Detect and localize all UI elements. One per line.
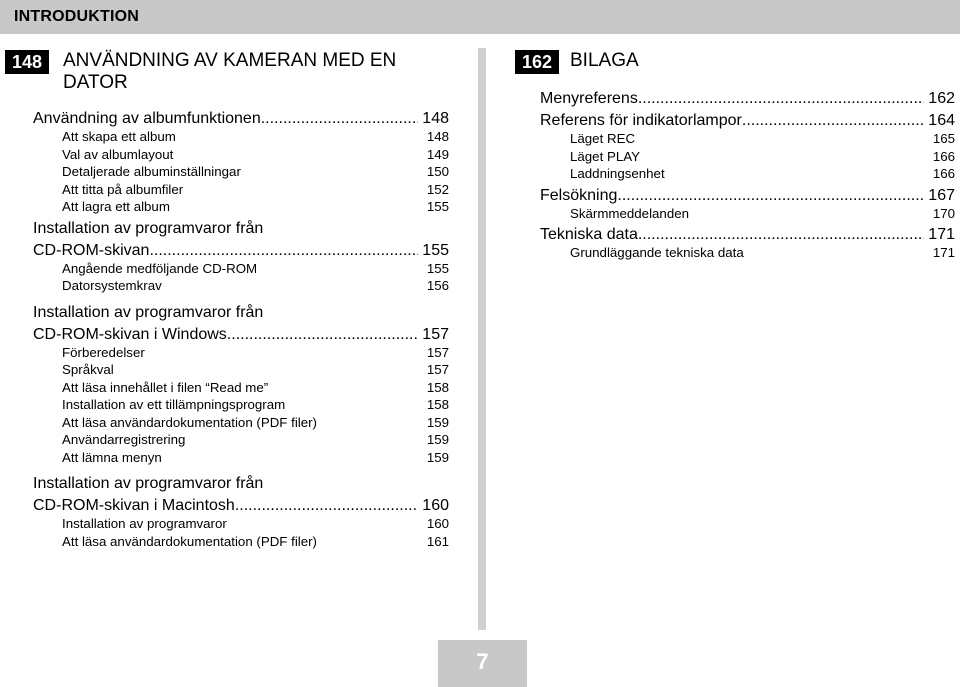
toc-subentry-label: Installation av programvaror bbox=[62, 516, 227, 531]
toc-entry[interactable] bbox=[505, 112, 960, 130]
toc-subentry-label: Förberedelser bbox=[62, 344, 145, 360]
toc-entry-page: 148 bbox=[422, 110, 449, 127]
section-title: BILAGA bbox=[570, 50, 639, 71]
toc-entry-label: CD-ROM-skivan i Macintosh bbox=[33, 497, 235, 514]
toc-subentry-page: 159 bbox=[426, 432, 449, 447]
toc-subentry[interactable] bbox=[0, 431, 462, 449]
toc-entries bbox=[0, 110, 462, 550]
toc-subentry-page: 158 bbox=[426, 379, 449, 395]
toc-subentry-page: 158 bbox=[426, 397, 449, 412]
toc-subentry[interactable] bbox=[505, 130, 960, 148]
chapter-title: INTRODUKTION bbox=[14, 8, 140, 25]
toc-subentry[interactable] bbox=[0, 260, 462, 278]
toc-subentry-label: Grundläggande tekniska data bbox=[570, 245, 744, 260]
toc-subentry[interactable] bbox=[0, 163, 462, 181]
toc-entry[interactable] bbox=[505, 187, 960, 205]
toc-entry-label: Referens för indikatorlampor bbox=[540, 112, 742, 129]
header-bar bbox=[0, 0, 960, 34]
toc-subentry-page: 166 bbox=[932, 148, 955, 164]
toc-subentry[interactable] bbox=[0, 181, 462, 199]
toc-subentry-page: 155 bbox=[426, 260, 449, 276]
toc-subentry[interactable] bbox=[0, 414, 462, 432]
toc-subentry-page: 152 bbox=[426, 181, 449, 197]
toc-entry-line[interactable]: Installation av programvaror från bbox=[33, 219, 264, 237]
toc-subentry-label: Installation av ett tillämpningsprogram bbox=[62, 397, 286, 412]
section-title: ANVÄNDNING AV KAMERAN MED EN DATOR bbox=[63, 50, 397, 93]
toc-subentry-label: Användarregistrering bbox=[62, 432, 186, 447]
page-number-box bbox=[438, 640, 527, 687]
toc-subentry-page: 150 bbox=[426, 164, 449, 179]
toc-subentry-label: Att läsa användardokumentation (PDF filer) bbox=[62, 414, 317, 430]
toc-entry-label: Tekniska data bbox=[540, 226, 638, 243]
toc-entry-label: CD-ROM-skivan bbox=[33, 241, 150, 259]
toc-subentry-page: 165 bbox=[932, 131, 955, 146]
toc-subentry-page: 170 bbox=[932, 205, 955, 221]
toc-subentry-label: Att läsa användardokumentation (PDF filer) bbox=[62, 533, 317, 549]
toc-subentry-label: Läget REC bbox=[570, 131, 636, 146]
toc-entry[interactable] bbox=[0, 497, 462, 515]
section-number: 148 bbox=[5, 50, 49, 74]
toc-subentry[interactable] bbox=[0, 533, 462, 551]
toc-subentry-label: Språkval bbox=[62, 362, 114, 377]
toc-subentry-page: 156 bbox=[426, 278, 449, 293]
toc-subentry-page: 159 bbox=[426, 414, 449, 430]
toc-subentry-page: 159 bbox=[426, 449, 449, 465]
toc-entry-line[interactable]: Installation av programvaror från bbox=[33, 303, 264, 321]
toc-entry[interactable] bbox=[0, 242, 462, 260]
toc-subentry-label: Laddningsenhet bbox=[570, 166, 665, 181]
toc-subentry-page: 161 bbox=[426, 533, 449, 549]
toc-subentry[interactable] bbox=[0, 379, 462, 397]
toc-subentry[interactable] bbox=[505, 148, 960, 166]
toc-subentry[interactable] bbox=[0, 146, 462, 164]
toc-entry[interactable] bbox=[0, 110, 462, 128]
toc-subentry-label: Angående medföljande CD-ROM bbox=[62, 260, 258, 276]
toc-subentry[interactable] bbox=[0, 277, 462, 295]
toc-subentry-label: Att läsa innehållet i filen “Read me” bbox=[62, 379, 269, 395]
section-number: 162 bbox=[515, 50, 559, 74]
toc-subentry-page: 149 bbox=[426, 146, 449, 162]
toc-entry-page: 164 bbox=[928, 112, 955, 129]
toc-subentry[interactable] bbox=[0, 449, 462, 467]
toc-entry[interactable] bbox=[0, 326, 462, 344]
toc-subentry-page: 157 bbox=[426, 344, 449, 360]
toc-entry[interactable] bbox=[505, 90, 960, 108]
toc-entry-label: CD-ROM-skivan i Windows bbox=[33, 325, 227, 343]
toc-subentry[interactable] bbox=[0, 515, 462, 533]
toc-entry-page: 171 bbox=[928, 226, 955, 243]
toc-subentry-label: Detaljerade albuminställningar bbox=[62, 164, 241, 179]
toc-subentry-page: 157 bbox=[426, 362, 449, 377]
toc-subentry[interactable] bbox=[0, 198, 462, 216]
toc-subentry-page: 155 bbox=[426, 199, 449, 214]
toc-subentry-label: Val av albumlayout bbox=[62, 146, 174, 162]
leader-dots bbox=[742, 112, 924, 130]
toc-entry[interactable] bbox=[505, 226, 960, 244]
toc-entry-label: Menyreferens bbox=[540, 90, 638, 107]
toc-subentry-page: 171 bbox=[932, 245, 955, 260]
toc-subentry-page: 148 bbox=[426, 129, 449, 144]
leader-dots bbox=[235, 497, 418, 515]
column-divider bbox=[478, 48, 486, 630]
toc-subentry-label: Skärmmeddelanden bbox=[570, 205, 690, 221]
toc-entry-label: Felsökning bbox=[540, 186, 618, 204]
toc-subentry[interactable] bbox=[505, 165, 960, 183]
toc-entry-page: 162 bbox=[928, 90, 955, 107]
toc-entry-line[interactable]: Installation av programvaror från bbox=[33, 475, 264, 492]
leader-dots bbox=[638, 226, 924, 244]
toc-subentry[interactable] bbox=[505, 244, 960, 262]
toc-subentry[interactable] bbox=[0, 344, 462, 362]
toc-subentry-label: Att lämna menyn bbox=[62, 449, 162, 465]
toc-subentry-label: Läget PLAY bbox=[570, 148, 640, 164]
toc-subentry[interactable] bbox=[0, 128, 462, 146]
toc-entry-label: Användning av albumfunktionen bbox=[33, 110, 261, 127]
toc-subentry-page: 160 bbox=[426, 516, 449, 531]
leader-dots bbox=[617, 187, 924, 205]
leader-dots bbox=[149, 242, 418, 260]
toc-entry-page: 160 bbox=[422, 497, 449, 514]
toc-subentry[interactable] bbox=[0, 361, 462, 379]
toc-entry-page: 155 bbox=[422, 241, 449, 259]
toc-entry-page: 167 bbox=[928, 186, 955, 204]
toc-subentry-page: 166 bbox=[932, 166, 955, 181]
leader-dots bbox=[638, 90, 924, 108]
leader-dots bbox=[261, 110, 419, 128]
toc-subentry[interactable] bbox=[505, 205, 960, 223]
toc-subentry-label: Att skapa ett album bbox=[62, 129, 176, 144]
toc-subentry-label: Att lagra ett album bbox=[62, 199, 170, 214]
toc-entries bbox=[505, 90, 960, 262]
page-number: 7 bbox=[476, 649, 489, 674]
toc-subentry-label: Datorsystemkrav bbox=[62, 278, 162, 293]
toc-subentry-label: Att titta på albumfiler bbox=[62, 181, 184, 197]
toc-entry-page: 157 bbox=[422, 325, 449, 343]
toc-subentry[interactable] bbox=[0, 396, 462, 414]
leader-dots bbox=[227, 326, 419, 344]
